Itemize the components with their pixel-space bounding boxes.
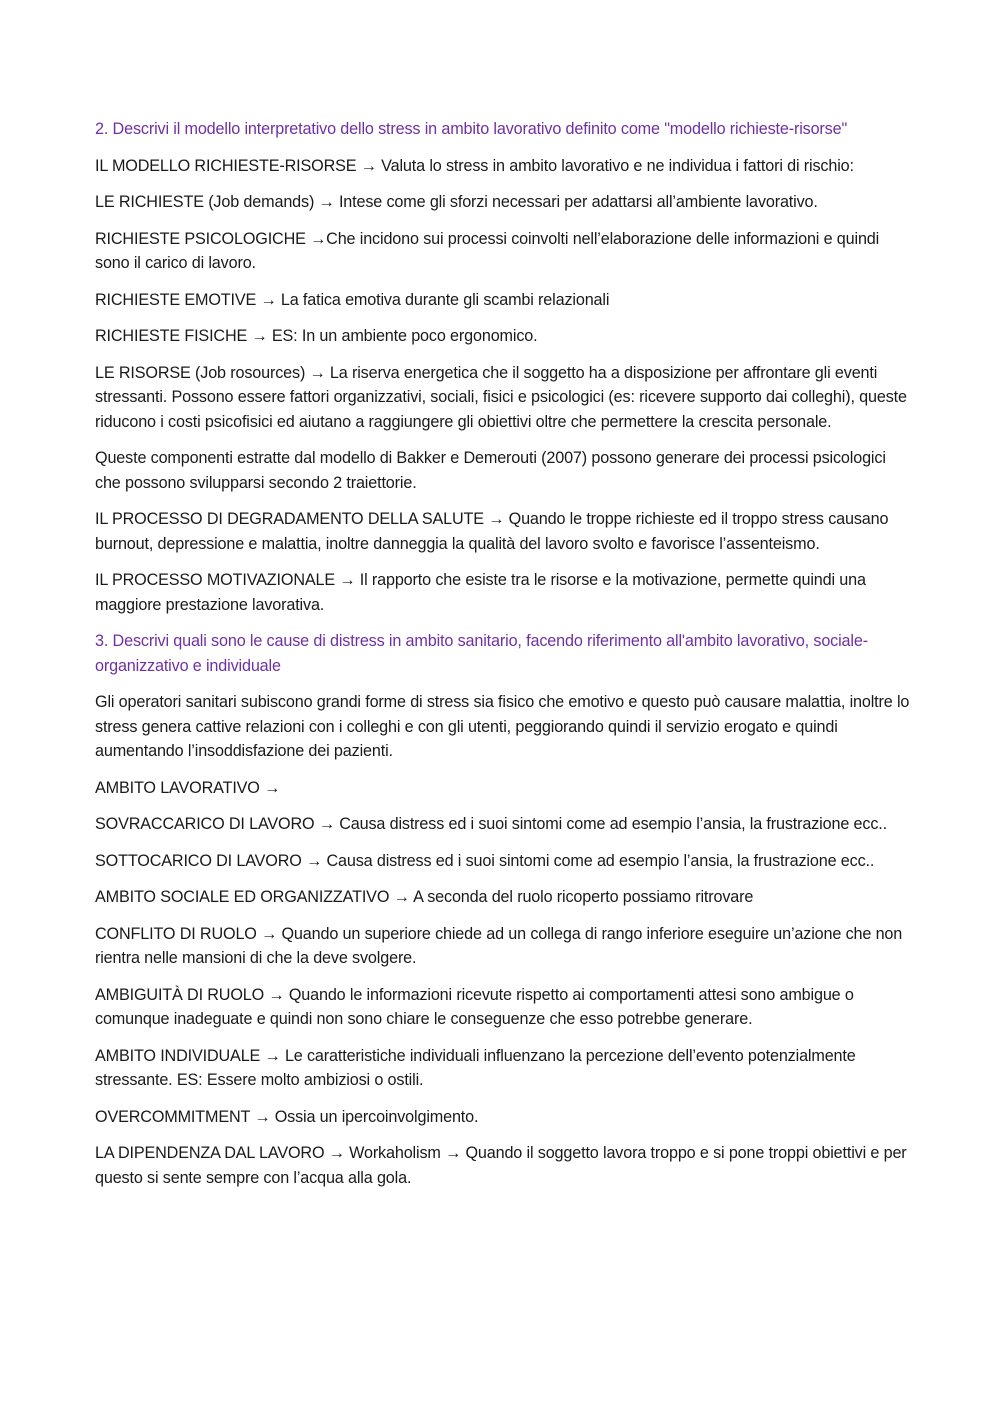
paragraph-ambiguita-ruolo: AMBIGUITÀ DI RUOLO → Quando le informazioni ricevute rispetto ai comportamenti attesi sono ambigue o comunque inadeguate e quindi non sono chiare le conseguenze che esso potrebbe generare. [95, 985, 854, 1028]
paragraph-richieste-emotive: RICHIESTE EMOTIVE → La fatica emotiva durante gli scambi relazionali [95, 290, 610, 309]
question-3-heading: 3. Descrivi quali sono le cause di distress in ambito sanitario, facendo riferimento all'ambito lavorativo, sociale-organizzativo e individuale [95, 632, 868, 675]
paragraph-ambito-individuale: AMBITO INDIVIDUALE → Le caratteristiche individuali influenzano la percezione dell’evento potenzialmente stressante. ES: Essere molto ambiziosi o ostili. [95, 1046, 856, 1089]
question-2-heading: 2. Descrivi il modello interpretativo dello stress in ambito lavorativo definito come "modello richieste-risorse" [95, 120, 848, 138]
paragraph-processo-degradamento: IL PROCESSO DI DEGRADAMENTO DELLA SALUTE → Quando le troppe richieste ed il troppo stress causano burnout, depressione e malattia, inoltre danneggia la qualità del lavoro svolto e favorisce l’assenteismo. [95, 510, 889, 553]
paragraph-ambito-sociale: AMBITO SOCIALE ED ORGANIZZATIVO → A seconda del ruolo ricoperto possiamo ritrovare [95, 888, 754, 906]
paragraph-ambito-lavorativo: AMBITO LAVORATIVO → [95, 778, 281, 797]
paragraph-richieste-fisiche: RICHIESTE FISICHE → ES: In un ambiente poco ergonomico. [95, 327, 538, 345]
paragraph-processo-motivazionale: IL PROCESSO MOTIVAZIONALE → Il rapporto che esiste tra le risorse e la motivazione, permette quindi una maggiore prestazione lavorativa. [95, 571, 866, 614]
paragraph-sovraccarico: SOVRACCARICO DI LAVORO → Causa distress ed i suoi sintomi come ad esempio l’ansia, la frustrazione ecc.. [95, 815, 887, 833]
paragraph-modello-richieste-risorse: IL MODELLO RICHIESTE-RISORSE → Valuta lo stress in ambito lavorativo e ne individua i fattori di rischio: [95, 156, 854, 175]
paragraph-richieste-psicologiche: RICHIESTE PSICOLOGICHE →Che incidono sui processi coinvolti nell’elaborazione delle informazioni e quindi sono il carico di lavoro. [95, 229, 880, 272]
paragraph-le-risorse: LE RISORSE (Job rosources) → La riserva energetica che il soggetto ha a disposizione per affrontare gli eventi stressanti. Possono essere fattori organizzativi, sociali, fisici e psicologici (es: ricevere supporto dai colleghi), queste riducono i costi psicofisici ed aiutano a raggiungere gli obiettivi oltre che permettere la crescita personale. [95, 363, 907, 431]
paragraph-operatori-sanitari: Gli operatori sanitari subiscono grandi forme di stress sia fisico che emotivo e questo può causare malattia, inoltre lo stress genera cattive relazioni con i colleghi e con gli utenti, peggiorando quindi il servizio erogato e quindi aumentando l’insoddisfazione dei pazienti. [95, 693, 910, 760]
paragraph-conflitto-ruolo: CONFLITO DI RUOLO → Quando un superiore chiede ad un collega di rango inferiore eseguire un’azione che non rientra nelle mansioni di che la deve svolgere. [95, 924, 903, 967]
paragraph-bakker-demerouti: Queste componenti estratte dal modello di Bakker e Demerouti (2007) possono generare dei processi psicologici che possono svilupparsi secondo 2 traiettorie. [95, 449, 886, 492]
paragraph-dipendenza-lavoro: LA DIPENDENZA DAL LAVORO → Workaholism → Quando il soggetto lavora troppo e si pone troppi obiettivi e per questo si sente sempre con l’acqua alla gola. [95, 1144, 907, 1187]
document-page [95, 117, 910, 1202]
paragraph-sottocarico: SOTTOCARICO DI LAVORO → Causa distress ed i suoi sintomi come ad esempio l’ansia, la frustrazione ecc.. [95, 851, 875, 870]
paragraph-le-richieste: LE RICHIESTE (Job demands) → Intese come gli sforzi necessari per adattarsi all’ambiente lavorativo. [95, 193, 818, 211]
paragraph-overcommitment: OVERCOMMITMENT → Ossia un ipercoinvolgimento. [95, 1107, 479, 1126]
